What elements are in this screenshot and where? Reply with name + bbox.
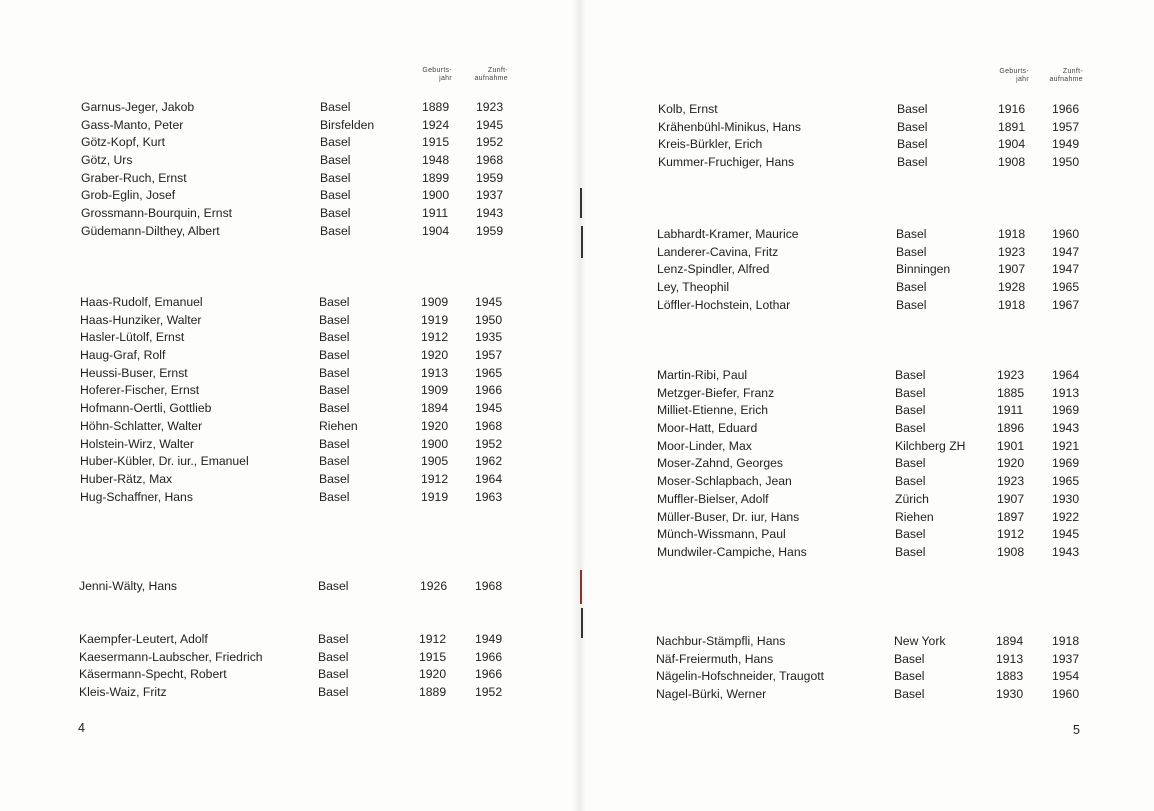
member-admission-year: 1954: [1052, 669, 1080, 684]
member-residence: Basel: [320, 135, 351, 150]
member-birth-year: 1918: [998, 227, 1026, 241]
member-name: Heussi-Buser, Ernst: [80, 365, 188, 380]
member-name: Hoferer-Fischer, Ernst: [80, 383, 200, 398]
member-group: [577, 101, 1154, 172]
table-row: [0, 436, 577, 454]
member-residence: Basel: [319, 330, 350, 345]
member-name: Martin-Ribi, Paul: [657, 368, 748, 382]
member-birth-year: 1899: [422, 170, 450, 185]
member-residence: Kilchberg ZH: [895, 438, 966, 453]
member-admission-year: 1945: [475, 295, 503, 309]
member-name: Götz-Kopf, Kurt: [81, 135, 165, 150]
member-residence: Basel: [896, 297, 927, 312]
member-name: Kaesermann-Laubscher, Friedrich: [79, 649, 263, 664]
member-birth-year: 1912: [421, 330, 449, 345]
member-birth-year: 1889: [419, 685, 447, 700]
member-admission-year: 1966: [475, 667, 503, 682]
column-header-admission: Zunft- aufnahme: [1049, 68, 1083, 83]
member-residence: Basel: [320, 188, 351, 203]
member-admission-year: 1950: [475, 312, 503, 327]
member-birth-year: 1913: [421, 365, 449, 380]
member-residence: Basel: [319, 454, 350, 469]
member-birth-year: 1908: [997, 544, 1025, 559]
table-row: [0, 489, 577, 507]
member-admission-year: 1959: [476, 170, 504, 185]
member-name: Haas-Hunziker, Walter: [80, 312, 202, 327]
column-header-birth-year: Geburts- jahr: [999, 68, 1029, 83]
column-header-birth-year: Geburts- jahr: [422, 67, 452, 82]
page-number: 5: [1073, 723, 1080, 737]
table-row: [577, 261, 1154, 279]
table-row: [577, 633, 1154, 651]
table-row: [0, 382, 577, 400]
member-name: Moor-Hatt, Eduard: [657, 421, 758, 436]
member-birth-year: 1928: [998, 280, 1026, 295]
member-residence: Basel: [319, 365, 350, 380]
member-group: [0, 631, 577, 702]
member-birth-year: 1923: [997, 368, 1025, 382]
member-residence: Basel: [895, 403, 926, 418]
member-admission-year: 1950: [1052, 155, 1080, 170]
member-name: Garnus-Jeger, Jakob: [81, 100, 195, 114]
member-name: Ley, Theophil: [657, 280, 730, 295]
member-birth-year: 1913: [996, 651, 1024, 666]
member-admission-year: 1959: [476, 223, 504, 238]
table-row: [577, 226, 1154, 244]
table-row: [0, 666, 577, 684]
member-name: Labhardt-Kramer, Maurice: [657, 227, 799, 241]
member-residence: Basel: [895, 421, 926, 436]
member-birth-year: 1919: [421, 489, 449, 504]
member-admission-year: 1949: [475, 632, 503, 646]
member-admission-year: 1968: [475, 579, 503, 593]
member-admission-year: 1949: [1052, 137, 1080, 152]
member-admission-year: 1943: [1052, 421, 1080, 436]
table-row: [577, 491, 1154, 509]
member-residence: Basel: [896, 244, 927, 259]
member-admission-year: 1957: [475, 348, 503, 363]
member-residence: Basel: [896, 280, 927, 295]
member-birth-year: 1904: [422, 223, 450, 238]
member-residence: Birsfelden: [320, 117, 375, 132]
member-birth-year: 1908: [998, 155, 1026, 170]
member-name: Näf-Freiermuth, Hans: [656, 651, 774, 666]
member-name: Huber-Kübler, Dr. iur., Emanuel: [80, 454, 249, 469]
member-admission-year: 1966: [475, 649, 503, 664]
member-name: Mundwiler-Campiche, Hans: [657, 544, 807, 559]
member-residence: Basel: [320, 223, 351, 238]
member-birth-year: 1909: [421, 383, 449, 398]
member-birth-year: 1948: [422, 153, 450, 168]
member-birth-year: 1923: [998, 244, 1026, 259]
member-residence: Basel: [895, 474, 926, 489]
member-group: [577, 226, 1154, 314]
table-row: [0, 329, 577, 347]
table-row: [577, 402, 1154, 420]
member-name: Moser-Schlapbach, Jean: [657, 474, 792, 489]
member-name: Münch-Wissmann, Paul: [657, 527, 786, 542]
member-name: Gass-Manto, Peter: [81, 117, 184, 132]
member-birth-year: 1930: [996, 687, 1024, 702]
member-name: Landerer-Cavina, Fritz: [657, 244, 779, 259]
member-residence: Zürich: [895, 491, 929, 506]
table-row: [0, 134, 577, 152]
member-name: Haas-Rudolf, Emanuel: [80, 295, 203, 309]
member-birth-year: 1920: [997, 456, 1025, 471]
member-group: [577, 367, 1154, 562]
member-admission-year: 1966: [1052, 102, 1080, 116]
member-residence: Basel: [319, 348, 350, 363]
member-birth-year: 1923: [997, 474, 1025, 489]
member-residence: Basel: [319, 383, 350, 398]
member-birth-year: 1897: [997, 509, 1025, 524]
member-admission-year: 1930: [1052, 491, 1080, 506]
member-admission-year: 1943: [476, 206, 504, 221]
member-birth-year: 1915: [422, 135, 450, 150]
member-admission-year: 1921: [1052, 438, 1080, 453]
member-group: [577, 633, 1154, 704]
member-name: Milliet-Etienne, Erich: [657, 403, 769, 418]
column-header-admission: Zunft- aufnahme: [474, 67, 508, 82]
member-residence: Basel: [319, 489, 350, 504]
member-residence: Basel: [318, 667, 349, 682]
member-admission-year: 1943: [1052, 544, 1080, 559]
member-admission-year: 1968: [475, 418, 503, 433]
table-row: [0, 400, 577, 418]
member-admission-year: 1962: [475, 454, 503, 469]
member-name: Nägelin-Hofschneider, Traugott: [656, 669, 825, 684]
member-admission-year: 1964: [475, 471, 503, 486]
member-admission-year: 1923: [476, 100, 504, 114]
member-residence: Basel: [894, 651, 925, 666]
member-birth-year: 1919: [421, 312, 449, 327]
member-residence: Basel: [897, 102, 928, 116]
member-residence: Basel: [897, 155, 928, 170]
member-name: Jenni-Wälty, Hans: [79, 579, 177, 593]
member-birth-year: 1885: [997, 385, 1025, 400]
member-residence: Basel: [320, 170, 351, 185]
member-birth-year: 1918: [998, 297, 1026, 312]
table-row: [0, 365, 577, 383]
member-residence: Basel: [318, 579, 349, 593]
member-name: Hasler-Lütolf, Ernst: [80, 330, 185, 345]
table-row: [577, 279, 1154, 297]
member-name: Kleis-Waiz, Fritz: [79, 685, 167, 700]
table-row: [577, 297, 1154, 315]
table-row: [577, 154, 1154, 172]
member-residence: Basel: [319, 295, 350, 309]
member-residence: Riehen: [319, 418, 358, 433]
member-residence: Basel: [320, 100, 351, 114]
table-row: [0, 471, 577, 489]
member-birth-year: 1901: [997, 438, 1025, 453]
table-row: [0, 294, 577, 312]
member-group: [0, 294, 577, 506]
member-residence: Basel: [319, 312, 350, 327]
table-row: [0, 578, 577, 596]
member-admission-year: 1952: [475, 436, 503, 451]
member-name: Kreis-Bürkler, Erich: [658, 137, 763, 152]
member-birth-year: 1894: [996, 634, 1024, 648]
member-admission-year: 1937: [476, 188, 504, 203]
member-birth-year: 1912: [419, 632, 447, 646]
member-residence: Basel: [897, 137, 928, 152]
member-admission-year: 1965: [1052, 474, 1080, 489]
member-admission-year: 1963: [475, 489, 503, 504]
member-birth-year: 1920: [421, 348, 449, 363]
member-name: Grossmann-Bourquin, Ernst: [81, 206, 233, 221]
member-birth-year: 1912: [997, 527, 1025, 542]
member-residence: Basel: [319, 436, 350, 451]
member-admission-year: 1947: [1052, 244, 1080, 259]
member-residence: Basel: [320, 206, 351, 221]
member-name: Haug-Graf, Rolf: [80, 348, 166, 363]
table-row: [577, 668, 1154, 686]
member-group: [0, 99, 577, 241]
table-row: [0, 170, 577, 188]
table-row: [0, 205, 577, 223]
member-admission-year: 1966: [475, 383, 503, 398]
table-row: [0, 347, 577, 365]
member-birth-year: 1924: [422, 117, 450, 132]
member-birth-year: 1920: [419, 667, 447, 682]
member-admission-year: 1913: [1052, 385, 1080, 400]
member-admission-year: 1969: [1052, 403, 1080, 418]
member-birth-year: 1911: [997, 403, 1024, 418]
member-admission-year: 1957: [1052, 119, 1080, 134]
member-birth-year: 1915: [419, 649, 447, 664]
member-birth-year: 1907: [998, 262, 1026, 277]
table-row: [577, 651, 1154, 669]
member-name: Güdemann-Dilthey, Albert: [81, 223, 220, 238]
member-name: Nachbur-Stämpfli, Hans: [656, 634, 786, 648]
member-residence: Basel: [319, 471, 350, 486]
member-birth-year: 1889: [422, 100, 450, 114]
member-birth-year: 1907: [997, 491, 1025, 506]
table-row: [577, 420, 1154, 438]
member-admission-year: 1967: [1052, 297, 1080, 312]
table-row: [0, 684, 577, 702]
member-residence: Basel: [318, 649, 349, 664]
member-residence: Basel: [894, 669, 925, 684]
table-row: [577, 101, 1154, 119]
member-admission-year: 1945: [475, 401, 503, 416]
member-admission-year: 1937: [1052, 651, 1080, 666]
table-row: [577, 367, 1154, 385]
member-name: Graber-Ruch, Ernst: [81, 170, 187, 185]
member-admission-year: 1960: [1052, 227, 1080, 241]
table-row: [0, 99, 577, 117]
member-admission-year: 1935: [475, 330, 503, 345]
table-row: [577, 119, 1154, 137]
member-birth-year: 1911: [422, 206, 449, 221]
member-name: Nagel-Bürki, Werner: [656, 687, 767, 702]
member-name: Moser-Zahnd, Georges: [657, 456, 783, 471]
member-birth-year: 1894: [421, 401, 449, 416]
member-admission-year: 1960: [1052, 687, 1080, 702]
member-admission-year: 1964: [1052, 368, 1080, 382]
member-residence: Basel: [895, 368, 926, 382]
member-residence: Binningen: [896, 262, 951, 277]
member-name: Holstein-Wirz, Walter: [80, 436, 194, 451]
member-admission-year: 1945: [1052, 527, 1080, 542]
member-name: Huber-Rätz, Max: [80, 471, 173, 486]
member-birth-year: 1891: [998, 119, 1026, 134]
member-name: Hofmann-Oertli, Gottlieb: [80, 401, 212, 416]
member-admission-year: 1969: [1052, 456, 1080, 471]
member-birth-year: 1920: [421, 418, 449, 433]
member-name: Grob-Eglin, Josef: [81, 188, 176, 203]
member-name: Metzger-Biefer, Franz: [657, 385, 775, 400]
table-row: [0, 418, 577, 436]
table-row: [577, 455, 1154, 473]
member-birth-year: 1912: [421, 471, 449, 486]
table-row: [577, 686, 1154, 704]
member-birth-year: 1916: [998, 102, 1026, 116]
member-birth-year: 1896: [997, 421, 1025, 436]
member-admission-year: 1965: [1052, 280, 1080, 295]
member-name: Hug-Schaffner, Hans: [80, 489, 193, 504]
member-admission-year: 1947: [1052, 262, 1080, 277]
member-residence: Basel: [318, 632, 349, 646]
member-residence: Riehen: [895, 509, 934, 524]
table-row: [577, 385, 1154, 403]
member-name: Kummer-Fruchiger, Hans: [658, 155, 795, 170]
member-name: Müller-Buser, Dr. iur, Hans: [657, 509, 800, 524]
member-residence: Basel: [895, 527, 926, 542]
table-row: [0, 117, 577, 135]
page-number: 4: [78, 721, 85, 735]
member-birth-year: 1900: [422, 188, 450, 203]
member-name: Götz, Urs: [81, 153, 133, 168]
table-row: [0, 631, 577, 649]
member-name: Lenz-Spindler, Alfred: [657, 262, 770, 277]
member-residence: Basel: [896, 227, 927, 241]
member-name: Muffler-Bielser, Adolf: [657, 491, 769, 506]
member-admission-year: 1952: [475, 685, 503, 700]
member-name: Kolb, Ernst: [658, 102, 718, 116]
table-row: [0, 223, 577, 241]
member-residence: Basel: [318, 685, 349, 700]
member-residence: Basel: [895, 544, 926, 559]
member-admission-year: 1965: [475, 365, 503, 380]
table-row: [577, 526, 1154, 544]
member-residence: Basel: [894, 687, 925, 702]
table-row: [577, 473, 1154, 491]
member-name: Kaempfer-Leutert, Adolf: [79, 632, 208, 646]
member-name: Käsermann-Specht, Robert: [79, 667, 227, 682]
table-row: [0, 187, 577, 205]
table-row: [577, 244, 1154, 262]
member-birth-year: 1883: [996, 669, 1024, 684]
member-admission-year: 1952: [476, 135, 504, 150]
member-group: [0, 578, 577, 596]
member-name: Löffler-Hochstein, Lothar: [657, 297, 791, 312]
table-row: [577, 438, 1154, 456]
member-residence: Basel: [897, 119, 928, 134]
member-admission-year: 1922: [1052, 509, 1080, 524]
member-birth-year: 1904: [998, 137, 1026, 152]
table-row: [577, 509, 1154, 527]
table-row: [0, 152, 577, 170]
member-admission-year: 1918: [1052, 634, 1080, 648]
member-residence: New York: [894, 634, 946, 648]
table-row: [0, 649, 577, 667]
member-birth-year: 1926: [420, 579, 448, 593]
table-row: [577, 544, 1154, 562]
member-admission-year: 1968: [476, 153, 504, 168]
table-row: [0, 312, 577, 330]
member-name: Moor-Linder, Max: [657, 438, 752, 453]
member-birth-year: 1900: [421, 436, 449, 451]
member-residence: Basel: [319, 401, 350, 416]
right-page: [577, 0, 1154, 811]
member-birth-year: 1909: [421, 295, 449, 309]
member-residence: Basel: [320, 153, 351, 168]
member-residence: Basel: [895, 385, 926, 400]
table-row: [0, 453, 577, 471]
member-admission-year: 1945: [476, 117, 504, 132]
table-row: [577, 136, 1154, 154]
member-name: Höhn-Schlatter, Walter: [80, 418, 203, 433]
member-name: Krähenbühl-Minikus, Hans: [658, 119, 801, 134]
member-residence: Basel: [895, 456, 926, 471]
member-birth-year: 1905: [421, 454, 449, 469]
